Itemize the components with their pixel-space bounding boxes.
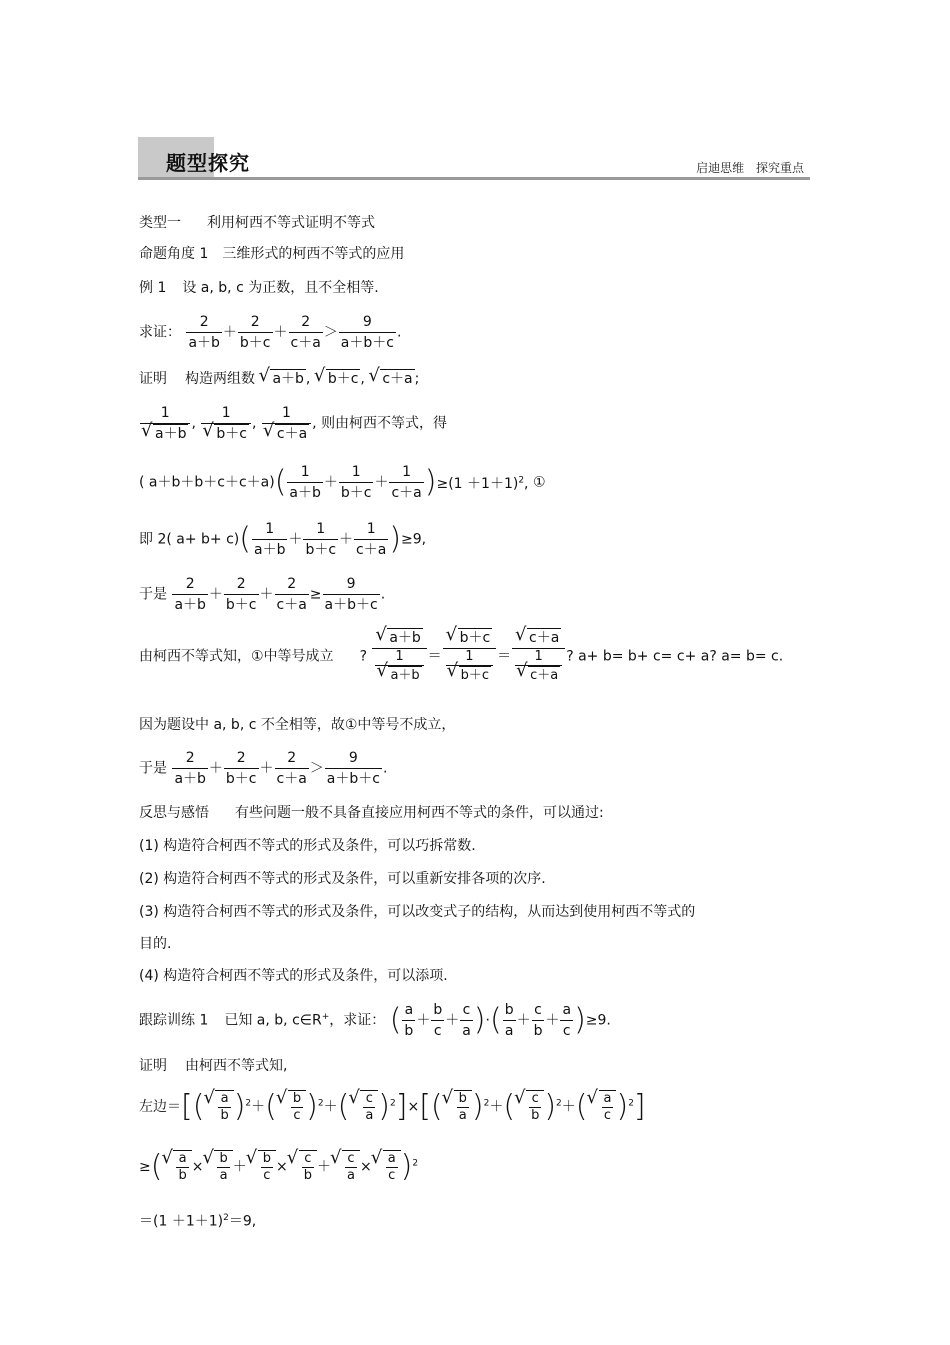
then-text: 则由柯西不等式，得 (321, 415, 448, 432)
fraction: √ b＋c 1 √ b＋c (443, 628, 496, 685)
fraction: $\frac{a}{b}$ (404, 1002, 414, 1039)
cauchy-inequality: ( a＋b＋b＋c＋c＋a)( $\frac{1}{a+b}$ ＋ $\frac{1}{b+c}$ ＋ $\frac{1}{c+a}$ )$\ge(1 +1+1)^2$, ① (139, 464, 546, 501)
derived-prefix: 即 2( a+ b+ c) (139, 531, 240, 548)
type-label: 类型一 (139, 215, 181, 231)
reflection (139, 802, 604, 824)
fraction: 1 √ b＋c (201, 403, 251, 444)
left-side-expansion: 左边＝[( √ $\frac{a}{b}$ )$^2$＋( √ $\frac{b}{c}$ )$^2$＋( √ $\frac{c}{a}$ )$^2$]×[( √ $\frac{b}{a}$ )$^2$＋( √ $\frac{c}{b}$ )$^2$＋( √ $\frac{a}{c}$ )$^2$] (139, 1090, 646, 1124)
conclusion-geq: 于是 $\frac{2}{a+b}$ ＋ $\frac{2}{b+c}$ ＋ $\frac{2}{c+a}$ ≥ $\frac{9}{a+b+c}$ . (139, 576, 386, 613)
list-item: (1) 构造符合柯西不等式的形式及条件，可以巧拆常数. (139, 838, 476, 854)
type-heading (139, 212, 375, 234)
fraction: $\frac{2}{b+c}$ (225, 750, 257, 787)
fraction: $\frac{2}{b+c}$ (239, 314, 271, 351)
fraction: $\frac{2}{a+b}$ (188, 314, 220, 351)
angle-title: 三维形式的柯西不等式的应用 (222, 246, 405, 262)
list-item: (2) 构造符合柯西不等式的形式及条件，可以重新安排各项的次序. (139, 871, 546, 887)
proof-text: 由柯西不等式知, (185, 1058, 288, 1074)
equation-marker: ① (532, 474, 546, 491)
final-value: ＝9, (228, 1213, 257, 1230)
fraction: $\frac{c}{a}$ (462, 1002, 471, 1039)
yushi-label: 于是 (139, 586, 167, 603)
practice-label: 跟踪训练 1 (139, 1012, 209, 1029)
fraction: $\frac{1}{a+b}$ (289, 464, 321, 501)
fraction: 1 √ a＋b (140, 403, 190, 444)
proof-label: 证明 (139, 371, 167, 387)
fraction: $\frac{1}{c+a}$ (356, 521, 387, 558)
example-1 (139, 277, 379, 299)
equality-condition: 由柯西不等式知，①中等号成立 ? √ a＋b 1 √ a＋b ＝ √ b＋c 1 √ b＋c ＝ √ c＋a 1 √ c＋a ? a+ b= b+ c= c+ a? a= b= c. (139, 628, 783, 685)
example-label: 例 1 (139, 280, 167, 296)
fraction: $\frac{1}{c+a}$ (391, 464, 422, 501)
sqrt-expr: √ a＋b (259, 368, 305, 390)
fraction: $\frac{2}{c+a}$ (290, 314, 321, 351)
fraction: 1 √ c＋a (262, 403, 311, 444)
because-line: 因为题设中 a, b, c 不全相等，故①中等号不成立， (139, 717, 456, 733)
fraction: $\frac{c}{b}$ (533, 1002, 543, 1039)
practice-text: 已知 a, b, c∈R (224, 1012, 322, 1029)
list-item-continued: 目的. (139, 936, 172, 952)
left-side-label: 左边＝ (139, 1099, 181, 1115)
fraction: $\frac{9}{a+b+c}$ (326, 750, 380, 787)
fraction: $\frac{2}{a+b}$ (174, 750, 206, 787)
fraction: $\frac{1}{b+c}$ (305, 521, 337, 558)
final-result: $=(1 +1+1)^2=9$, (139, 1213, 257, 1230)
list-item: (4) 构造符合柯西不等式的形式及条件，可以添项. (139, 968, 448, 984)
example-text: 设 a, b, c 为正数，且不全相等. (182, 280, 379, 296)
fraction: $\frac{2}{c+a}$ (276, 576, 307, 613)
equality-label: 由柯西不等式知，①中等号成立 (139, 648, 334, 665)
practice-problem: 跟踪训练 1 已知 a, b, c∈R+，求证： ( $\frac{a}{b}$ ＋ $\frac{b}{c}$ ＋ $\frac{c}{a}$ )·( $\frac{b}{a}$ ＋ $\frac{c}{b}$ ＋ $\frac{a}{c}$ )≥9. (139, 1002, 611, 1039)
fraction: $\frac{2}{c+a}$ (276, 750, 307, 787)
fraction: $\frac{9}{a+b+c}$ (340, 314, 394, 351)
practice-prove: ，求证： (329, 1012, 386, 1029)
derived-inequality: 即 2( a+ b+ c)( $\frac{1}{a+b}$ ＋ $\frac{1}{b+c}$ ＋ $\frac{1}{c+a}$ )≥9, (139, 521, 427, 558)
fraction: $\frac{2}{a+b}$ (174, 576, 206, 613)
proof-line-2: 1 √ a＋b , 1 √ b＋c , 1 √ c＋a , 则由柯西不等式，得 (139, 403, 447, 444)
fraction: $\frac{a}{c}$ (562, 1002, 572, 1039)
fraction: $\frac{1}{b+c}$ (340, 464, 372, 501)
list-item: (3) 构造符合柯西不等式的形式及条件，可以改变式子的结构，从而达到使用柯西不等式的 (139, 904, 696, 920)
type-title: 利用柯西不等式证明不等式 (207, 215, 375, 231)
section-title: 题型探究 (166, 151, 250, 175)
proof-2 (139, 1055, 287, 1077)
prove-statement: 求证： $\frac{2}{a+b}$ ＋ $\frac{2}{b+c}$ ＋ $\frac{2}{c+a}$ ＞ $\frac{9}{a+b+c}$ . (139, 314, 402, 351)
conclusion-gt: 于是 $\frac{2}{a+b}$ ＋ $\frac{2}{b+c}$ ＋ $\frac{2}{c+a}$ ＞ $\frac{9}{a+b+c}$ . (139, 750, 388, 787)
sqrt-expr: √ b＋c (315, 368, 361, 390)
prove-label: 求证： (139, 324, 181, 341)
section-header (138, 137, 810, 181)
yushi-label: 于是 (139, 760, 167, 777)
header-divider (138, 177, 810, 180)
fraction: $\frac{b}{a}$ (504, 1002, 514, 1039)
angle-heading (139, 243, 404, 265)
final-expr: ＝(1 ＋1＋1) (139, 1213, 224, 1230)
fraction: √ a＋b 1 √ a＋b (372, 628, 426, 685)
reflection-label: 反思与感悟 (139, 805, 209, 821)
proof-label: 证明 (139, 1058, 167, 1074)
fraction: √ c＋a 1 √ c＋a (512, 628, 565, 685)
cauchy-lower-bound: ≥( √ $\frac{a}{b}$ × √ $\frac{b}{a}$ ＋ √ $\frac{b}{c}$ × √ $\frac{c}{b}$ ＋ √ $\frac{c}{a}$ × √ $\frac{a}{c}$ )$^2$ (139, 1150, 418, 1184)
fraction: $\frac{1}{a+b}$ (253, 521, 286, 558)
proof-text: 构造两组数 (185, 371, 255, 387)
fraction: $\frac{2}{b+c}$ (225, 576, 257, 613)
sqrt-expr: √ c＋a (369, 368, 414, 390)
fraction: $\frac{9}{a+b+c}$ (324, 576, 378, 613)
proof-line-1: 证明 构造两组数 √ a＋b , √ b＋c , √ c＋a ; (139, 368, 419, 390)
reflection-text: 有些问题一般不具备直接应用柯西不等式的条件，可以通过: (235, 805, 604, 821)
angle-label: 命题角度 1 (139, 246, 209, 262)
section-subtitle: 启迪思维 探究重点 (696, 161, 804, 175)
equality-result: a+ b= b+ c= c+ a? a= b= c. (578, 648, 784, 665)
fraction: $\frac{b}{c}$ (433, 1002, 443, 1039)
